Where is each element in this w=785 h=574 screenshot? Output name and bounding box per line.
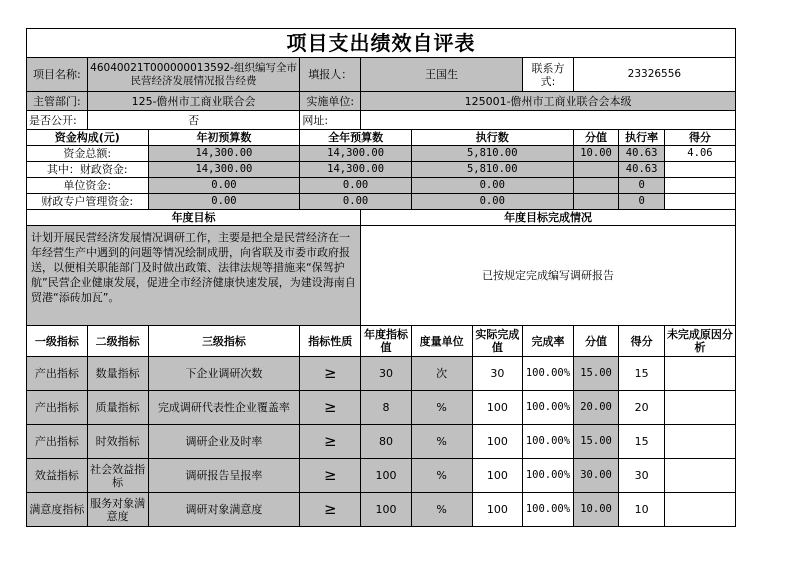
indicator-l3: 调研企业及时率 [148, 425, 300, 459]
indicator-l3: 调研报告呈报率 [148, 459, 300, 493]
annual-goal-text: 计划开展民营经济发展情况调研工作，主要是把全是民营经济在一年经营生产中遇到的问题等情况绘制成册，向省联及市委市政府报送，以便相关职能部门及时做出政策、法律法规等措施来“保驾护航”民营企业健康发展，促进全市经济健康快速发展，为建设海南自贸港“添砖加瓦”。 [27, 226, 361, 326]
indicator-reason [664, 425, 735, 459]
project-name-value: 46040021T000000013592-组织编写全市民营经济发展情况报告经费 [87, 58, 300, 92]
funds-header-score-value: 分值 [573, 130, 619, 146]
indicator-actual: 100 [472, 391, 523, 425]
funds-row-annual: 0.00 [300, 178, 411, 194]
funds-row-score [664, 178, 735, 194]
indicator-l1: 产出指标 [27, 357, 88, 391]
indicator-unit: % [411, 391, 472, 425]
funds-row-rate: 0 [619, 178, 665, 194]
indicator-rate: 100.00% [523, 425, 574, 459]
funds-row-initial: 14,300.00 [148, 162, 300, 178]
indicator-header-reason: 未完成原因分析 [664, 326, 735, 357]
indicator-actual: 30 [472, 357, 523, 391]
public-label: 是否公开: [27, 111, 88, 130]
indicator-value: 10.00 [573, 493, 619, 527]
indicator-value: 15.00 [573, 425, 619, 459]
indicator-header-target: 年度指标值 [361, 326, 412, 357]
indicator-rate: 100.00% [523, 391, 574, 425]
indicator-actual: 100 [472, 493, 523, 527]
url-label: 网址: [300, 111, 361, 130]
funds-header-composition: 资金构成(元) [27, 130, 149, 146]
indicator-value: 30.00 [573, 459, 619, 493]
funds-row-score [664, 162, 735, 178]
funds-header-initial: 年初预算数 [148, 130, 300, 146]
indicator-rate: 100.00% [523, 459, 574, 493]
indicator-score: 10 [619, 493, 665, 527]
funds-row-annual: 0.00 [300, 194, 411, 210]
funds-header-annual: 全年预算数 [300, 130, 411, 146]
indicator-reason [664, 357, 735, 391]
indicator-unit: % [411, 425, 472, 459]
indicator-target: 100 [361, 459, 412, 493]
indicator-score: 15 [619, 357, 665, 391]
impl-value: 125001-儋州市工商业联合会本级 [361, 92, 736, 111]
indicator-l2: 时效指标 [87, 425, 148, 459]
funds-row-rate: 0 [619, 194, 665, 210]
funds-row-label: 资金总额: [27, 146, 149, 162]
indicator-rate: 100.00% [523, 357, 574, 391]
indicator-value: 15.00 [573, 357, 619, 391]
funds-row-initial: 0.00 [148, 178, 300, 194]
funds-row-rate: 40.63 [619, 146, 665, 162]
indicator-unit: % [411, 493, 472, 527]
indicator-l3: 完成调研代表性企业覆盖率 [148, 391, 300, 425]
funds-row-score: 4.06 [664, 146, 735, 162]
indicator-reason [664, 459, 735, 493]
funds-row-executed: 5,810.00 [411, 162, 573, 178]
dept-value: 125-儋州市工商业联合会 [87, 92, 300, 111]
funds-header-score: 得分 [664, 130, 735, 146]
funds-row-score [664, 194, 735, 210]
indicator-header-actual: 实际完成值 [472, 326, 523, 357]
funds-row-annual: 14,300.00 [300, 162, 411, 178]
funds-header-rate: 执行率 [619, 130, 665, 146]
page-title: 项目支出绩效自评表 [27, 29, 736, 58]
funds-row-initial: 0.00 [148, 194, 300, 210]
indicator-score: 30 [619, 459, 665, 493]
indicator-target: 80 [361, 425, 412, 459]
funds-header-executed: 执行数 [411, 130, 573, 146]
indicator-l2: 数量指标 [87, 357, 148, 391]
funds-row-initial: 14,300.00 [148, 146, 300, 162]
indicator-header-l3: 三级指标 [148, 326, 300, 357]
performance-evaluation-table [26, 28, 736, 527]
public-value: 否 [87, 111, 300, 130]
indicator-unit: % [411, 459, 472, 493]
indicator-actual: 100 [472, 425, 523, 459]
goal-completion-text: 已按规定完成编写调研报告 [361, 226, 736, 326]
indicator-nature: ≥ [300, 357, 361, 391]
indicator-nature: ≥ [300, 391, 361, 425]
indicator-rate: 100.00% [523, 493, 574, 527]
goal-completion-header: 年度目标完成情况 [361, 210, 736, 226]
indicator-l2: 质量指标 [87, 391, 148, 425]
indicator-reason [664, 391, 735, 425]
funds-row-rate: 40.63 [619, 162, 665, 178]
indicator-value: 20.00 [573, 391, 619, 425]
url-value [361, 111, 736, 130]
indicator-reason [664, 493, 735, 527]
indicator-target: 8 [361, 391, 412, 425]
indicator-header-nature: 指标性质 [300, 326, 361, 357]
contact-value: 23326556 [573, 58, 735, 92]
indicator-header-value: 分值 [573, 326, 619, 357]
funds-row-score-value [573, 194, 619, 210]
indicator-header-l2: 二级指标 [87, 326, 148, 357]
funds-row-executed: 5,810.00 [411, 146, 573, 162]
indicator-unit: 次 [411, 357, 472, 391]
indicator-l1: 满意度指标 [27, 493, 88, 527]
reporter-label: 填报人： [300, 58, 361, 92]
indicator-score: 15 [619, 425, 665, 459]
indicator-nature: ≥ [300, 493, 361, 527]
indicator-score: 20 [619, 391, 665, 425]
indicator-l1: 产出指标 [27, 425, 88, 459]
funds-row-executed: 0.00 [411, 194, 573, 210]
indicator-l3: 下企业调研次数 [148, 357, 300, 391]
annual-goal-header: 年度目标 [27, 210, 361, 226]
funds-row-label: 财政专户管理资金: [27, 194, 149, 210]
funds-row-score-value [573, 178, 619, 194]
indicator-l1: 产出指标 [27, 391, 88, 425]
dept-label: 主管部门: [27, 92, 88, 111]
funds-row-score-value: 10.00 [573, 146, 619, 162]
indicator-header-l1: 一级指标 [27, 326, 88, 357]
indicator-header-unit: 度量单位 [411, 326, 472, 357]
indicator-l1: 效益指标 [27, 459, 88, 493]
indicator-actual: 100 [472, 459, 523, 493]
indicator-nature: ≥ [300, 425, 361, 459]
indicator-header-score: 得分 [619, 326, 665, 357]
funds-row-label: 其中：财政资金: [27, 162, 149, 178]
indicator-l3: 调研对象满意度 [148, 493, 300, 527]
indicator-l2: 社会效益指标 [87, 459, 148, 493]
indicator-nature: ≥ [300, 459, 361, 493]
indicator-target: 100 [361, 493, 412, 527]
indicator-l2: 服务对象满意度 [87, 493, 148, 527]
funds-row-label: 单位资金: [27, 178, 149, 194]
funds-row-executed: 0.00 [411, 178, 573, 194]
project-name-label: 项目名称: [27, 58, 88, 92]
reporter-value: 王国生 [361, 58, 523, 92]
contact-label: 联系方式: [523, 58, 574, 92]
indicator-target: 30 [361, 357, 412, 391]
indicator-header-rate: 完成率 [523, 326, 574, 357]
funds-row-score-value [573, 162, 619, 178]
impl-label: 实施单位: [300, 92, 361, 111]
funds-row-annual: 14,300.00 [300, 146, 411, 162]
